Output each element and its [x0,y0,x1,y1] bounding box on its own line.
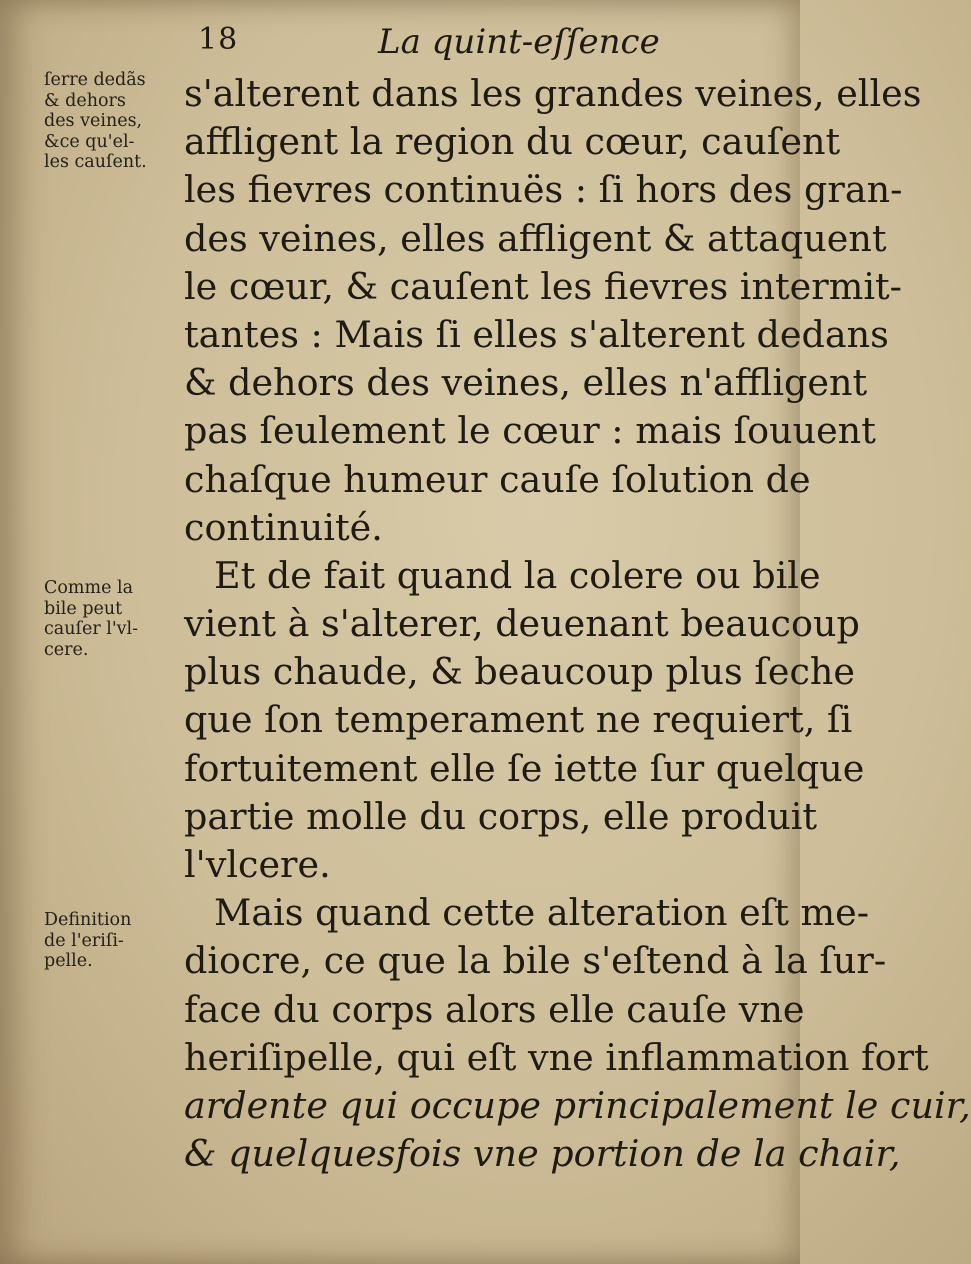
text-line: & dehors des veines, elles n'affligent [184,361,868,405]
running-title: La quint-eſſence [378,22,660,62]
margin-note-line: &ce qu'el- [44,131,135,152]
text-line: pas ſeulement le cœur : mais ſouuent [184,409,876,453]
text-line: que ſon temperament ne requiert, ſi [184,698,853,742]
text-line: partie molle du corps, elle produit [184,794,818,838]
text-line: & quelquesfois vne portion de la chair, [184,1132,901,1176]
text-line: vient à s'alterer, deuenant beaucoup [184,602,860,646]
text-line: heriſipelle, qui eſt vne inflammation fort [184,1035,929,1079]
margin-note-line: & dehors [44,90,126,111]
margin-note-line: Definition [44,910,132,930]
margin-note-veines [44,70,147,173]
body-text [184,70,971,1178]
text-line: le cœur, & cauſent les fievres intermit- [184,264,902,308]
text-line: diocre, ce que la bile s'eſtend à la ſur- [184,939,887,983]
margin-note-line: des veines, [44,111,143,131]
margin-note-ulcere [44,578,138,660]
text-line: ardente qui occupe principalement le cuir, [184,1083,971,1127]
margin-note-line: pelle. [44,951,93,971]
margin-note-line: cauſer l'vl- [44,619,139,639]
margin-note-erisipelle [44,910,131,972]
text-line: les fievres continuës : ſi hors des gran- [184,168,903,212]
text-line: affligent la region du cœur, cauſent [184,120,841,164]
text-line: Mais quand cette alteration eſt me- [214,891,870,935]
page-header [0,22,800,72]
page-number: 18 [198,22,239,57]
text-line: tantes : Mais ſi elles s'alterent dedans [184,312,889,356]
text-line: face du corps alors elle cauſe vne [184,987,805,1031]
margin-note-line: les cauſent. [44,152,147,172]
text-line: continuité. [184,505,383,549]
margin-note-line: cere. [44,639,89,660]
text-line: chaſque humeur cauſe ſolution de [184,457,811,501]
text-line: s'alterent dans les grandes veines, elles [184,72,922,115]
margin-note-line: bile peut [44,598,123,619]
text-line: fortuitement elle ſe iette ſur quelque [184,746,865,790]
margin-note-line: ſerre dedãs [44,70,146,90]
text-line: plus chaude, & beaucoup plus ſeche [184,650,856,694]
margin-note-line: de l'eriſi- [44,930,124,951]
text-line: l'vlcere. [184,843,331,886]
margin-note-line: Comme la [44,578,134,598]
text-line: Et de fait quand la colere ou bile [214,553,821,597]
text-line: des veines, elles affligent & attaquent [184,216,887,260]
